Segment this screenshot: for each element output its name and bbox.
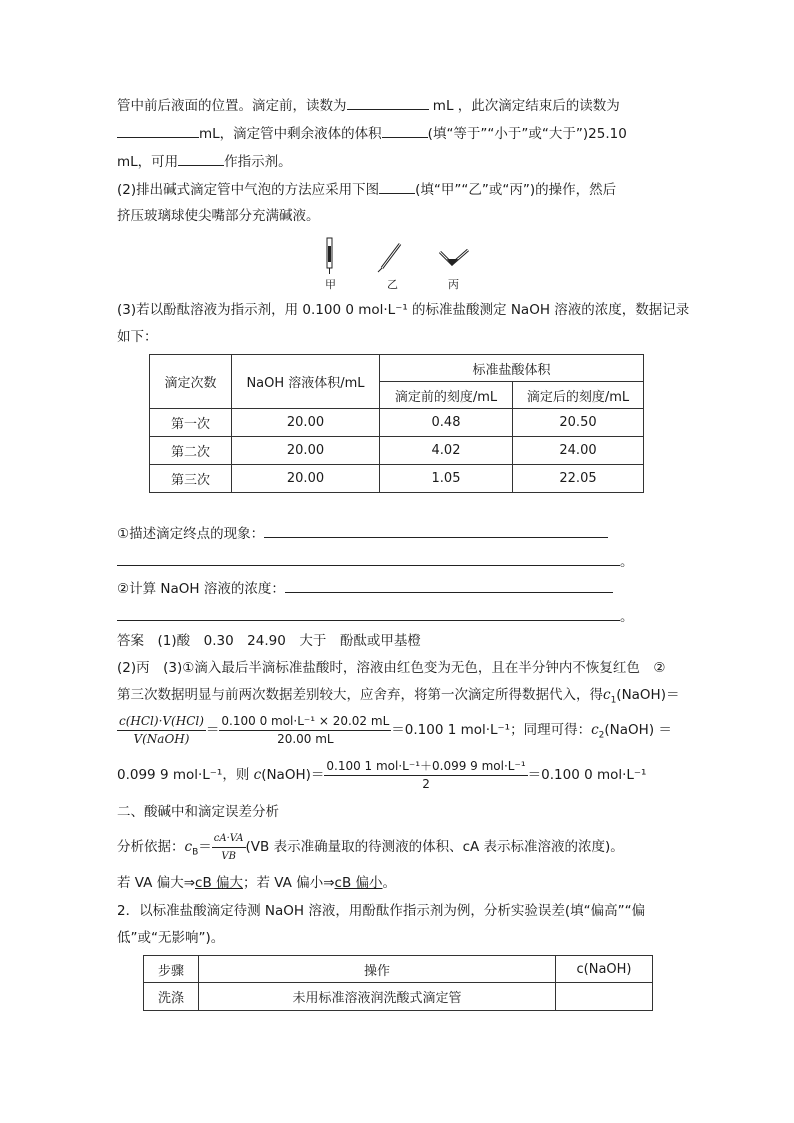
blank-remaining-volume[interactable]: [382, 123, 428, 138]
answer-line4: $\frac{\text{c(HCl)·V(HCl)}}{\text{V(NaOH)}}$ ＝ $\frac{\text{0.100 0 mol·L⁻¹ × 20.02 mL}}{20.00 mL}$ ＝0.100 1 mol·L⁻¹；同理可得：$c_2(NaOH)$ ＝: [119, 713, 672, 746]
fraction-analysis: $\frac{cA\cdot VA}{VB}$: [213, 832, 244, 862]
header-before: 滴定前的刻度/mL: [380, 382, 513, 409]
burette-yi-icon: [378, 244, 400, 272]
figure-label-yi: 乙: [387, 278, 398, 291]
blank-endpoint-2[interactable]: [117, 551, 620, 566]
para1-line3: mL，可用 作指示剂。: [117, 151, 292, 172]
table-row: 洗涤 未用标准溶液润洗酸式滴定管: [144, 983, 653, 1011]
header-naoh-volume: NaOH 溶液体积/mL: [232, 355, 380, 409]
figure-label-bing: 丙: [448, 278, 459, 291]
blank-concentration-2[interactable]: [117, 606, 620, 621]
section-title: 二、酸碱中和滴定误差分析: [117, 804, 279, 820]
question2-line2: 低”或“无影响”)。: [117, 930, 225, 946]
sub1-line1: ①描述滴定终点的现象：: [117, 523, 608, 544]
table-row: 第二次 20.00 4.02 24.00: [150, 437, 644, 465]
para1-line1: 管中前后液面的位置。滴定前，读数为 mL ，此次滴定结束后的读数为: [117, 95, 620, 116]
answer-cell[interactable]: [556, 983, 653, 1011]
blank-final-reading[interactable]: [117, 123, 199, 138]
header-step: 步骤: [144, 956, 199, 983]
table-row: 第三次 20.00 1.05 22.05: [150, 465, 644, 493]
blank-initial-reading[interactable]: [347, 95, 429, 110]
titration-data-table: [149, 354, 644, 493]
error-rule: 若 VA 偏大⇒cB 偏大；若 VA 偏小⇒cB 偏小。: [117, 875, 396, 891]
burette-bing-icon: [440, 250, 468, 266]
burette-jia-icon: [327, 238, 332, 274]
question2-line1: 2．以标准盐酸滴定待测 NaOH 溶液，用酚酞作指示剂为例，分析实验误差(填“偏高”“偏: [117, 903, 646, 919]
q2-line1: (2)排出碱式滴定管中气泡的方法应采用下图 (填“甲”“乙”或“丙”)的操作，然后: [117, 179, 616, 200]
sub2-line1: ②计算 NaOH 溶液的浓度：: [117, 578, 613, 599]
answer-line2: (2)丙 (3)①滴入最后半滴标准盐酸时，溶液由红色变为无色，且在半分钟内不恢复红色 ②: [117, 660, 666, 676]
figure-label-jia: 甲: [325, 278, 336, 291]
blank-concentration-1[interactable]: [285, 578, 613, 593]
q2-line2: 挤压玻璃球使尖嘴部分充满碱液。: [117, 208, 320, 224]
header-hcl-volume: 标准盐酸体积: [380, 355, 644, 382]
answer-line1: 答案 (1)酸 0.30 24.90 大于 酚酞或甲基橙: [117, 633, 421, 649]
header-times: 滴定次数: [150, 355, 232, 409]
answer-line3: 第三次数据明显与前两次数据差别较大，应舍弃，将第一次滴定所得数据代入，得$c_1(NaOH)=$: [117, 687, 680, 706]
fraction-average: $\frac{\text{0.100 1 mol·L⁻¹＋0.099 9 mol·L⁻¹}}{2}$: [326, 758, 526, 791]
fraction-formula: $\frac{\text{c(HCl)·V(HCl)}}{\text{V(NaOH)}}$: [119, 713, 204, 746]
error-analysis-table: [143, 955, 653, 1011]
blank-endpoint-1[interactable]: [264, 523, 608, 538]
table-row: 第一次 20.00 0.48 20.50: [150, 409, 644, 437]
sub1-line2: 。: [117, 551, 634, 572]
q3-line1: (3)若以酚酞溶液为指示剂，用 0.100 0 mol·L⁻¹ 的标准盐酸测定 NaOH 溶液的浓度，数据记录: [117, 302, 690, 318]
q3-line2: 如下：: [117, 329, 158, 345]
blank-indicator[interactable]: [178, 151, 224, 166]
fraction-first-calc: $\frac{\text{0.100 0 mol·L⁻¹ × 20.02 mL}}{20.00 mL}$: [221, 713, 390, 746]
blank-method[interactable]: [379, 179, 415, 194]
header-operation: 操作: [199, 956, 556, 983]
analysis-basis: 分析依据：$c_B=$ $\frac{cA\cdot VA}{VB}$ (VB 表示准确量取的待测液的体积、cA 表示标准溶液的浓度)。: [117, 832, 624, 862]
header-after: 滴定后的刻度/mL: [513, 382, 644, 409]
answer-line5: 0.099 9 mol·L⁻¹，则 c(NaOH)＝ $\frac{\text{0.100 1 mol·L⁻¹＋0.099 9 mol·L⁻¹}}{2}$ ＝0.100 0 mol·L⁻¹: [117, 758, 647, 791]
sub2-line2: 。: [117, 606, 634, 627]
header-c-naoh: c(NaOH): [556, 956, 653, 983]
para1-line2: mL，滴定管中剩余液体的体积 (填“等于”“小于”或“大于”)25.10: [117, 123, 627, 144]
